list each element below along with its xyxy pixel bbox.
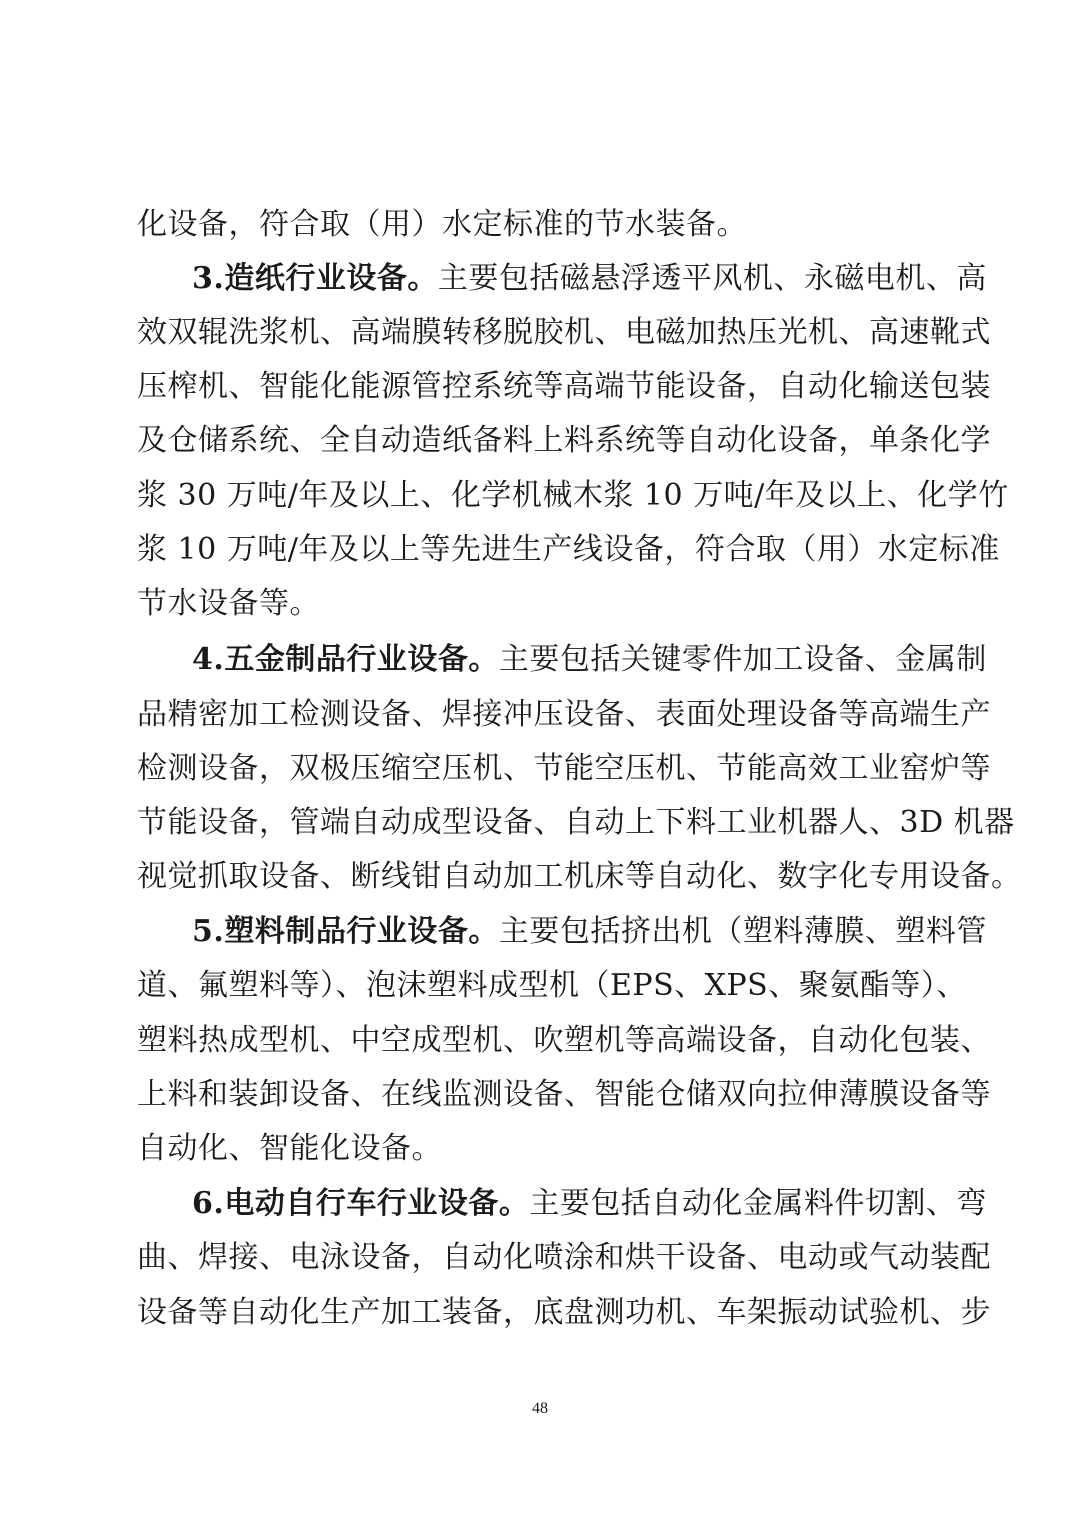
line-text: 主要包括自动化金属料件切割、弯 bbox=[529, 1186, 987, 1221]
line-text: 曲、焊接、电泳设备，自动化喷涂和烘干设备、电动或气动装配 bbox=[137, 1240, 991, 1275]
line-text: 主要包括挤出机（塑料薄膜、塑料管 bbox=[498, 914, 987, 949]
body-text-line bbox=[137, 1293, 991, 1333]
line-text: 主要包括磁悬浮透平风机、永磁电机、高 bbox=[437, 261, 987, 296]
body-text-line bbox=[137, 857, 1022, 897]
body-text-line bbox=[137, 476, 1009, 516]
line-text: 效双辊洗浆机、高端膜转移脱胶机、电磁加热压光机、高速靴式 bbox=[137, 315, 991, 350]
body-text-line bbox=[137, 1075, 991, 1115]
line-text: 视觉抓取设备、断线钳自动加工机床等自动化、数字化专用设备。 bbox=[137, 859, 1022, 894]
body-text-line bbox=[137, 695, 991, 735]
line-text: 上料和装卸设备、在线监测设备、智能仓储双向拉伸薄膜设备等 bbox=[137, 1077, 991, 1112]
body-text-line bbox=[137, 1021, 991, 1061]
body-text-line bbox=[137, 367, 991, 407]
body-text-line bbox=[137, 421, 991, 461]
body-text-line bbox=[137, 584, 945, 624]
page-number: 48 bbox=[532, 1400, 548, 1417]
section-heading: 6.电动自行车行业设备。 bbox=[192, 1186, 530, 1221]
line-text: 节水设备等。 bbox=[137, 586, 320, 621]
body-text-line bbox=[137, 1238, 991, 1278]
body-text-line bbox=[137, 966, 967, 1006]
line-text: 主要包括关键零件加工设备、金属制 bbox=[498, 642, 987, 677]
section-heading: 3.造纸行业设备。 bbox=[192, 261, 438, 296]
body-text-line bbox=[137, 205, 945, 245]
section-heading-line bbox=[192, 912, 987, 952]
line-text: 及仓储系统、全自动造纸备料上料系统等自动化设备，单条化学 bbox=[137, 423, 991, 458]
line-text: 自动化、智能化设备。 bbox=[137, 1131, 442, 1166]
line-text: 化设备，符合取（用）水定标准的节水装备。 bbox=[137, 207, 747, 242]
section-heading-line bbox=[192, 640, 987, 680]
body-text-line bbox=[137, 1129, 945, 1169]
section-heading: 5.塑料制品行业设备。 bbox=[192, 914, 499, 949]
line-text: 塑料热成型机、中空成型机、吹塑机等高端设备，自动化包装、 bbox=[137, 1023, 991, 1058]
section-heading-line bbox=[192, 1184, 987, 1224]
section-heading-line bbox=[192, 259, 987, 299]
section-heading: 4.五金制品行业设备。 bbox=[192, 642, 499, 677]
body-text-line bbox=[137, 530, 1000, 570]
line-text: 检测设备，双极压缩空压机、节能空压机、节能高效工业窑炉等 bbox=[137, 751, 991, 786]
line-text: 节能设备，管端自动成型设备、自动上下料工业机器人、3D 机器 bbox=[137, 805, 1015, 840]
line-text: 设备等自动化生产加工装备，底盘测功机、车架振动试验机、步 bbox=[137, 1295, 991, 1330]
body-text-line bbox=[137, 749, 991, 789]
body-text-line bbox=[137, 313, 991, 353]
line-text: 浆 10 万吨/年及以上等先进生产线设备，符合取（用）水定标准 bbox=[137, 532, 1000, 567]
body-text-line bbox=[137, 803, 1015, 843]
line-text: 压榨机、智能化能源管控系统等高端节能设备，自动化输送包装 bbox=[137, 369, 991, 404]
line-text: 道、氟塑料等）、泡沫塑料成型机（EPS、XPS、聚氨酯等）、 bbox=[137, 968, 967, 1003]
line-text: 品精密加工检测设备、焊接冲压设备、表面处理设备等高端生产 bbox=[137, 697, 991, 732]
line-text: 浆 30 万吨/年及以上、化学机械木浆 10 万吨/年及以上、化学竹 bbox=[137, 478, 1009, 513]
